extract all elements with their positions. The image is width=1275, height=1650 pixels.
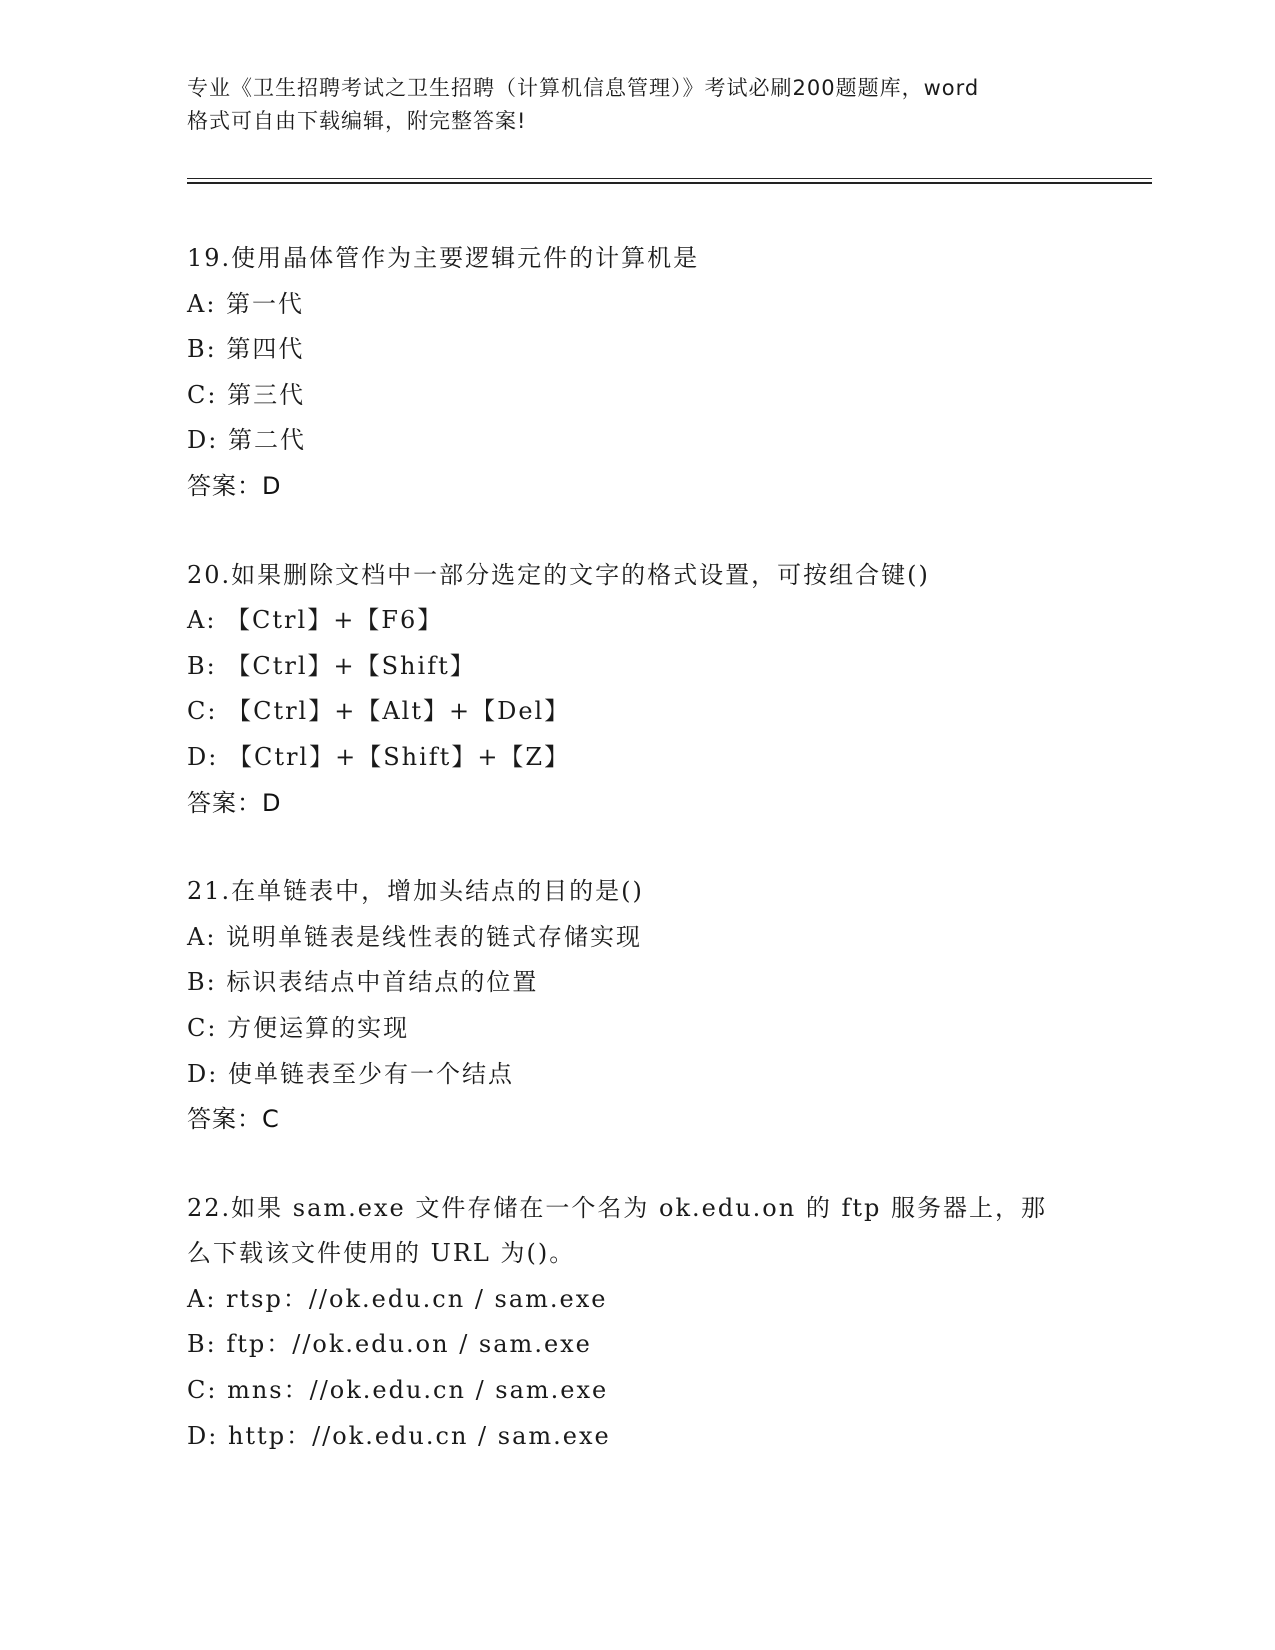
option-c: C: 方便运算的实现 — [187, 1013, 410, 1042]
answer-text: 答案：D — [187, 471, 282, 500]
question-list — [187, 236, 1107, 1502]
header-line-2: 格式可自由下载编辑，附完整答案! — [187, 109, 527, 133]
question-text: 21.在单链表中，增加头结点的目的是() — [187, 877, 644, 906]
question-text-line-1: 22.如果 sam.exe 文件存储在一个名为 ok.edu.on 的 ftp 服务器上，那 — [187, 1193, 1047, 1222]
option-d: D: http：//ok.edu.cn / sam.exe — [187, 1421, 611, 1450]
option-a: A: rtsp：//ok.edu.cn / sam.exe — [187, 1284, 608, 1313]
option-c: C: 第三代 — [187, 380, 306, 409]
header-line-1: 专业《卫生招聘考试之卫生招聘（计算机信息管理）》考试必刷200题题库，word — [187, 76, 980, 100]
question-text: 20.如果删除文档中一部分选定的文字的格式设置，可按组合键() — [187, 560, 930, 589]
option-c: C: 【Ctrl】+【Alt】+【Del】 — [187, 697, 571, 726]
option-d: D: 【Ctrl】+【Shift】+【Z】 — [187, 742, 571, 771]
option-b: B: 第四代 — [187, 335, 305, 364]
option-a: A: 【Ctrl】+【F6】 — [187, 606, 444, 635]
option-b: B: ftp：//ok.edu.on / sam.exe — [187, 1330, 592, 1359]
option-b: B: 标识表结点中首结点的位置 — [187, 968, 539, 997]
option-a: A: 说明单链表是线性表的链式存储实现 — [187, 922, 643, 951]
option-a: A: 第一代 — [187, 289, 305, 318]
header-divider-top — [187, 178, 1152, 179]
answer-text: 答案：C — [187, 1105, 280, 1134]
question-22 — [187, 1186, 1107, 1460]
option-d: D: 使单链表至少有一个结点 — [187, 1059, 514, 1088]
question-19 — [187, 236, 1107, 510]
question-text: 19.使用晶体管作为主要逻辑元件的计算机是 — [187, 244, 700, 272]
answer-text: 答案：D — [187, 788, 282, 817]
option-d: D: 第二代 — [187, 426, 306, 455]
option-b: B: 【Ctrl】+【Shift】 — [187, 651, 476, 680]
document-header — [187, 72, 1087, 138]
question-21 — [187, 869, 1107, 1143]
question-20 — [187, 553, 1107, 827]
option-c: C: mns：//ok.edu.cn / sam.exe — [187, 1376, 609, 1405]
header-divider-bottom — [187, 182, 1152, 184]
question-text-line-2: 么下载该文件使用的 URL 为()。 — [187, 1239, 576, 1268]
